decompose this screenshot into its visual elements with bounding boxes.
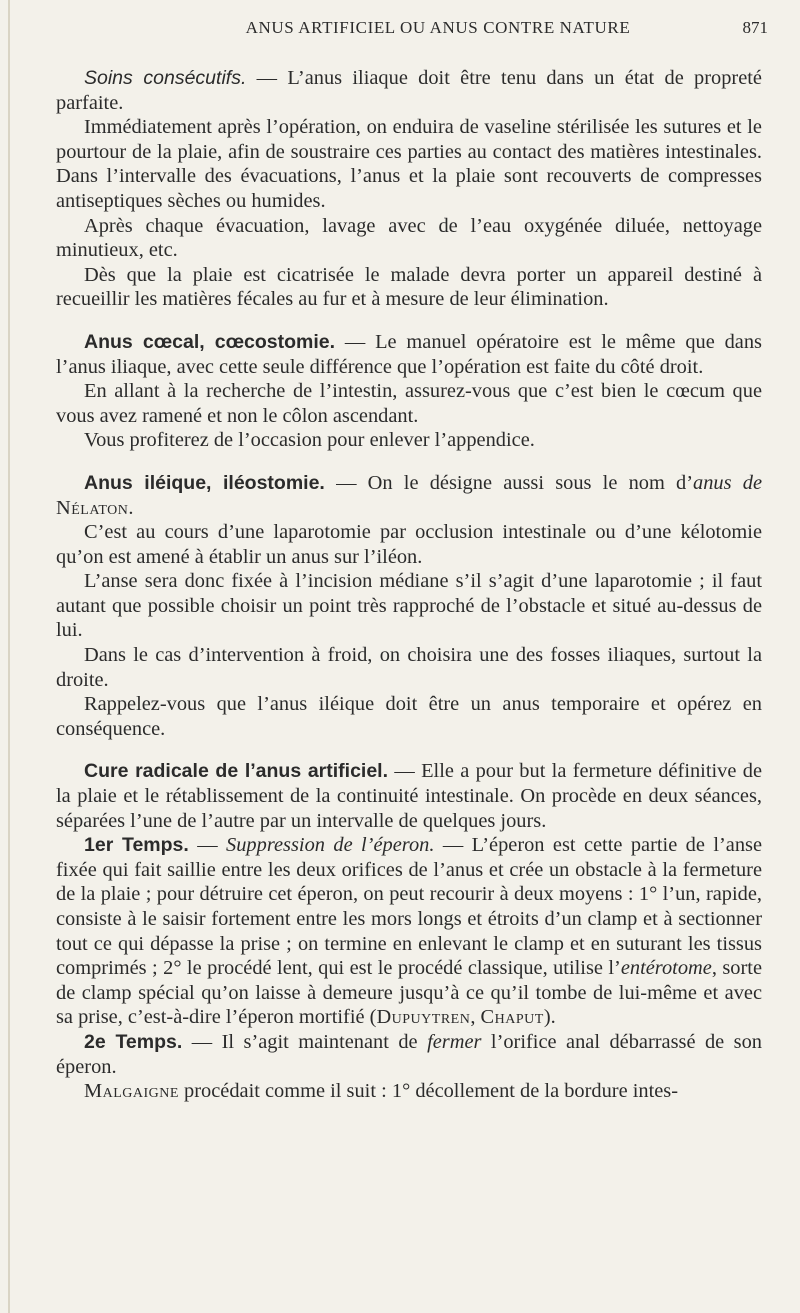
paragraph: 2e Temps. — Il s’agit maintenant de fermer l’orifice anal débarrassé de son éperon.	[56, 1030, 762, 1078]
page-edge-shadow	[8, 0, 10, 1313]
page-number: 871	[742, 18, 768, 37]
section-heading: Cure radicale de l’anus artificiel.	[84, 760, 389, 783]
paragraph: Anus cœcal, cœcostomie. — Le manuel opératoire est le même que dans l’anus iliaque, avec cette seule différence que l’opération est faite du côté droit.	[56, 330, 762, 378]
paragraph: L’anse sera donc fixée à l’incision médiane s’il s’agit d’une laparotomie ; il faut autant que possible choisir un point très rapproché de l’obstacle et situé au-dessus de lui.	[56, 570, 762, 642]
paragraph: C’est au cours d’une laparotomie par occlusion intestinale ou d’une kélotomie qu’on est amené à établir un anus sur l’iléon.	[56, 521, 762, 568]
paragraph: Anus iléique, iléostomie. — On le désigne aussi sous le nom d’anus de Nélaton.	[56, 471, 763, 519]
paragraph: Soins consécutifs. — L’anus iliaque doit être tenu dans un état de propreté parfaite.	[56, 67, 762, 114]
paragraph: Immédiatement après l’opération, on enduira de vaseline stérilisée les sutures et le pourtour de la plaie, afin de soustraire ces parties au contact des matières intestinales. Dans l’intervalle des évacuations, l’anus et la plaie sont recouverts de compresses antiseptiques sèches ou humides.	[56, 116, 762, 212]
step-label: 1er Temps.	[84, 834, 189, 857]
paragraph: Malgaigne procédait comme il suit : 1° décollement de la bordure intes-	[84, 1080, 679, 1103]
paragraph: Dès que la plaie est cicatrisée le malade devra porter un appareil destiné à recueillir les matières fécales au fur et à mesure de leur élimination.	[56, 263, 762, 311]
paragraph: Rappelez-vous que l’anus iléique doit être un anus temporaire et opérez en conséquence.	[56, 693, 762, 740]
paragraph: 1er Temps. — Suppression de l’éperon. — L’éperon est cette partie de l’anse fixée qui fait saillie entre les deux orifices de l’anus et crée un obstacle à la fermeture de la plaie ; pour détruire cet éperon, on peut recourir à deux moyens : 1° l’un, rapide, consiste à le saisir fortement entre les mors longs et étroits d’un clamp et à sectionner tout ce qui dépasse la prise ; on termine en enlevant le clamp et en suturant les tissus comprimés ; 2° le procédé lent, qui est le procédé classique, utilise l’entérotome, sorte de clamp spécial qu’on laisse à demeure jusqu’à ce qu’il tombe de lui-même et avec sa prise, c’est-à-dire l’éperon mortifié (Dupuytren, Chaput).	[56, 834, 763, 1029]
page-body	[56, 66, 762, 1104]
running-header	[108, 16, 768, 46]
section-heading: Soins consécutifs.	[84, 67, 247, 89]
running-title: ANUS ARTIFICIEL OU ANUS CONTRE NATURE	[245, 18, 631, 37]
paragraph: Vous profiterez de l’occasion pour enlever l’appendice.	[84, 429, 535, 452]
paragraph: Après chaque évacuation, lavage avec de l’eau oxygénée diluée, nettoyage minutieux, etc.	[56, 214, 762, 262]
paragraph: En allant à la recherche de l’intestin, assurez-vous que c’est bien le cœcum que vous avez ramené et non le côlon ascendant.	[56, 380, 762, 427]
step-label: 2e Temps.	[84, 1030, 183, 1053]
section-heading: Anus iléique, iléostomie.	[84, 471, 325, 494]
section-heading: Anus cœcal, cœcostomie.	[84, 330, 336, 353]
paragraph: Dans le cas d’intervention à froid, on choisira une des fosses iliaques, surtout la droite.	[56, 644, 762, 691]
paragraph: Cure radicale de l’anus artificiel. — Elle a pour but la fermeture définitive de la plaie et le rétablissement de la continuité intestinale. On procède en deux séances, séparées l’une de l’autre par un intervalle de quelques jours.	[56, 760, 762, 832]
